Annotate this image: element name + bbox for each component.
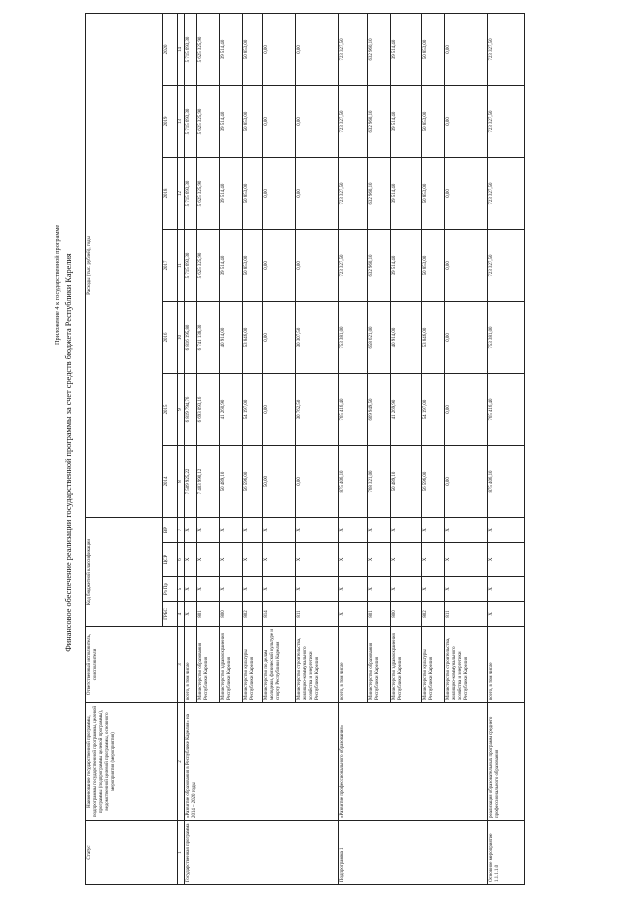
amount: 0,00 (263, 45, 269, 54)
value-cell-2018 (196, 158, 219, 230)
column-number: 14 (178, 13, 185, 85)
program-status: Государственная программа (184, 821, 338, 885)
value-cell-2014 (444, 446, 487, 518)
amount: 723 327,50 (488, 182, 494, 205)
value-cell-2020 (262, 13, 295, 85)
header-code-2: ЦСР (163, 543, 178, 577)
header-year-2020: 2020 (163, 13, 178, 85)
value-cell-2020 (184, 13, 196, 85)
value-cell-2018 (444, 158, 487, 230)
code-cell: 811 (295, 602, 338, 627)
value-cell-2016 (295, 302, 338, 374)
subprogram-status: Подпрограмма 1 (338, 821, 487, 885)
code-cell: Х (295, 518, 338, 543)
code-cell: Х (421, 518, 444, 543)
code-cell: Х (390, 518, 421, 543)
value-cell-2020 (487, 13, 524, 85)
column-number: 12 (178, 158, 185, 230)
value-cell-2019 (390, 86, 421, 158)
code-cell: Х (219, 543, 242, 577)
amount: 632 960,10 (368, 38, 374, 61)
executor-cell: Министерство образования Республики Карелия (196, 627, 219, 703)
column-number: 10 (178, 302, 185, 374)
amount: 765 416,40 (488, 398, 494, 421)
code-cell: Х (242, 577, 262, 602)
table-row (184, 13, 196, 884)
header-year-2016: 2016 (163, 302, 178, 374)
code-cell: Х (444, 543, 487, 577)
value-cell-2018 (421, 158, 444, 230)
value-cell-2016 (390, 302, 421, 374)
value-cell-2015 (262, 374, 295, 446)
code-cell: Х (262, 577, 295, 602)
amount: 54 197,00 (422, 399, 428, 420)
value-cell-2019 (262, 86, 295, 158)
value-cell-2020 (390, 13, 421, 85)
value-cell-2017 (262, 230, 295, 302)
amount: 768 321,00 (368, 470, 374, 493)
code-cell: Х (262, 543, 295, 577)
code-cell: Х (219, 577, 242, 602)
code-cell: 801 (367, 602, 390, 627)
executor-cell: Министерство здравоохранения Республики Карелия (219, 627, 242, 703)
value-cell-2016 (262, 302, 295, 374)
amount: 7 509 925,22 (185, 468, 191, 495)
code-cell: Х (295, 543, 338, 577)
amount: 0,00 (445, 117, 451, 126)
value-cell-2020 (242, 13, 262, 85)
amount: 632 960,10 (368, 110, 374, 133)
amount: 723 327,50 (339, 254, 345, 277)
code-cell: Х (196, 518, 219, 543)
code-cell: Х (390, 543, 421, 577)
amount: 0,00 (445, 477, 451, 486)
value-cell-2016 (242, 302, 262, 374)
value-cell-2017 (367, 230, 390, 302)
column-number: 9 (178, 374, 185, 446)
header-expenses: Расходы (тыс. рублей), годы (86, 13, 163, 517)
value-cell-2016 (338, 302, 367, 374)
value-cell-2017 (219, 230, 242, 302)
value-cell-2014 (421, 446, 444, 518)
subprogram-name: «Развитие профессионального образования» (338, 703, 487, 821)
code-cell: Х (242, 543, 262, 577)
value-cell-2018 (295, 158, 338, 230)
amount: 5 625 325,90 (197, 180, 203, 207)
value-cell-2014 (196, 446, 219, 518)
value-cell-2018 (487, 158, 524, 230)
table-row (338, 13, 367, 884)
amount: 39 514,40 (391, 111, 397, 132)
value-cell-2015 (196, 374, 219, 446)
executor-cell: Министерство строительства, жилищно-коммунального хозяйства и энергетики Республики Карелия (295, 627, 338, 703)
amount: 30 762,50 (296, 399, 302, 420)
column-number: 6 (178, 543, 185, 577)
code-cell: Х (262, 518, 295, 543)
code-cell: Х (219, 518, 242, 543)
amount: 723 327,50 (488, 254, 494, 277)
code-cell: 802 (421, 602, 444, 627)
code-cell: Х (184, 543, 196, 577)
code-cell: Х (421, 577, 444, 602)
value-cell-2016 (367, 302, 390, 374)
amount: 50,00 (263, 476, 269, 488)
value-cell-2016 (219, 302, 242, 374)
amount: 0,00 (263, 189, 269, 198)
amount: 40 914,00 (220, 327, 226, 348)
column-number: 2 (178, 703, 185, 821)
value-cell-2016 (487, 302, 524, 374)
column-number: 5 (178, 577, 185, 602)
value-cell-2014 (219, 446, 242, 518)
amount: 5 625 325,90 (197, 252, 203, 279)
amount: 50 853,00 (422, 111, 428, 132)
value-cell-2020 (338, 13, 367, 85)
amount: 0,00 (445, 261, 451, 270)
code-cell: Х (196, 543, 219, 577)
value-cell-2014 (242, 446, 262, 518)
code-cell: 800 (390, 602, 421, 627)
value-cell-2015 (184, 374, 196, 446)
amount: 632 960,10 (368, 254, 374, 277)
value-cell-2016 (444, 302, 487, 374)
document-title: Финансовое обеспечение реализации государственной программы за счет средств бюджета Республики Карелия (64, 253, 73, 652)
code-cell: Х (295, 577, 338, 602)
header-year-2017: 2017 (163, 230, 178, 302)
amount: 0,00 (296, 117, 302, 126)
value-cell-2020 (421, 13, 444, 85)
value-cell-2015 (295, 374, 338, 446)
value-cell-2017 (184, 230, 196, 302)
value-cell-2019 (338, 86, 367, 158)
value-cell-2017 (338, 230, 367, 302)
value-cell-2017 (390, 230, 421, 302)
amount: 753 381,00 (339, 326, 345, 349)
value-cell-2014 (184, 446, 196, 518)
value-cell-2019 (196, 86, 219, 158)
amount: 50 853,00 (243, 39, 249, 60)
code-cell: 801 (196, 602, 219, 627)
amount: 0,00 (263, 117, 269, 126)
value-cell-2018 (262, 158, 295, 230)
amount: 5 715 693,30 (185, 108, 191, 135)
value-cell-2015 (219, 374, 242, 446)
amount: 39 514,40 (220, 39, 226, 60)
value-cell-2017 (421, 230, 444, 302)
value-cell-2019 (421, 86, 444, 158)
value-cell-2014 (295, 446, 338, 518)
code-cell: Х (444, 518, 487, 543)
amount: 50 489,10 (220, 471, 226, 492)
value-cell-2019 (295, 86, 338, 158)
amount: 50 853,00 (243, 255, 249, 276)
amount: 39 514,40 (391, 255, 397, 276)
amount: 875 406,10 (488, 470, 494, 493)
amount: 0,00 (296, 261, 302, 270)
amount: 53 846,00 (422, 327, 428, 348)
amount: 669 949,50 (368, 398, 374, 421)
value-cell-2017 (196, 230, 219, 302)
amount: 50 853,00 (422, 183, 428, 204)
amount: 6 816 195,80 (185, 324, 191, 351)
value-cell-2018 (367, 158, 390, 230)
activity-name: реализация образовательных программ среднего профессионального образования (487, 703, 524, 821)
amount: 0,00 (263, 261, 269, 270)
value-cell-2016 (184, 302, 196, 374)
value-cell-2017 (295, 230, 338, 302)
column-number: 1 (178, 821, 185, 885)
amount: 753 381,00 (488, 326, 494, 349)
value-cell-2015 (487, 374, 524, 446)
value-cell-2018 (390, 158, 421, 230)
amount: 0,00 (445, 45, 451, 54)
amount: 0,00 (296, 45, 302, 54)
header-code-0: ГРБС (163, 602, 178, 627)
code-cell: Х (196, 577, 219, 602)
amount: 5 625 325,90 (197, 108, 203, 135)
amount: 632 960,10 (368, 182, 374, 205)
executor-cell: Министерство культуры Республики Карелия (421, 627, 444, 703)
column-number: 3 (178, 627, 185, 703)
column-number: 4 (178, 602, 185, 627)
header-row-numbers (178, 13, 185, 884)
header-status: Статус (86, 821, 178, 885)
value-cell-2019 (219, 86, 242, 158)
value-cell-2014 (487, 446, 524, 518)
executor-cell: всего, в том числе (487, 627, 524, 703)
column-number: 11 (178, 230, 185, 302)
amount: 658 621,00 (368, 326, 374, 349)
code-cell: Х (242, 518, 262, 543)
code-cell: Х (367, 518, 390, 543)
code-cell: 814 (262, 602, 295, 627)
table-row (487, 13, 524, 884)
amount: 39 514,40 (220, 255, 226, 276)
amount: 765 416,40 (339, 398, 345, 421)
header-executor: Ответственный исполнитель, соисполнители (86, 627, 178, 703)
amount: 50 853,00 (243, 111, 249, 132)
value-cell-2020 (367, 13, 390, 85)
code-cell: 800 (219, 602, 242, 627)
amount: 723 327,50 (339, 38, 345, 61)
value-cell-2020 (219, 13, 242, 85)
amount: 56 596,00 (422, 471, 428, 492)
header-code-1: Рз Пр (163, 577, 178, 602)
amount: 0,00 (263, 405, 269, 414)
executor-cell: Министерство культуры Республики Карелия (242, 627, 262, 703)
activity-status: Основное мероприятие 1.1.1.1.0 (487, 821, 524, 885)
amount: 30 307,50 (296, 327, 302, 348)
header-code-3: ВР (163, 518, 178, 543)
code-cell: Х (487, 577, 524, 602)
amount: 39 514,40 (220, 183, 226, 204)
value-cell-2019 (242, 86, 262, 158)
amount: 56 596,00 (243, 471, 249, 492)
code-cell: Х (444, 577, 487, 602)
amount: 53 846,00 (243, 327, 249, 348)
executor-cell: Министерство образования Республики Карелия (367, 627, 390, 703)
amount: 5 625 325,90 (197, 36, 203, 63)
amount: 7 403 990,12 (197, 468, 203, 495)
value-cell-2019 (444, 86, 487, 158)
value-cell-2019 (487, 86, 524, 158)
amount: 723 327,50 (488, 38, 494, 61)
amount: 723 327,50 (488, 110, 494, 133)
value-cell-2017 (444, 230, 487, 302)
code-cell: Х (487, 602, 524, 627)
value-cell-2017 (487, 230, 524, 302)
amount: 5 715 693,30 (185, 36, 191, 63)
amount: 39 514,40 (220, 111, 226, 132)
value-cell-2019 (367, 86, 390, 158)
amount: 5 715 693,30 (185, 180, 191, 207)
column-number: 8 (178, 446, 185, 518)
value-cell-2020 (444, 13, 487, 85)
value-cell-2016 (421, 302, 444, 374)
value-cell-2020 (196, 13, 219, 85)
amount: 723 327,50 (339, 110, 345, 133)
value-cell-2015 (390, 374, 421, 446)
code-cell: Х (184, 602, 196, 627)
value-cell-2020 (295, 13, 338, 85)
amount: 0,00 (445, 405, 451, 414)
column-number: 13 (178, 86, 185, 158)
code-cell: Х (367, 577, 390, 602)
header-year-2015: 2015 (163, 374, 178, 446)
amount: 39 514,40 (391, 39, 397, 60)
code-cell: Х (338, 577, 367, 602)
code-cell: Х (421, 543, 444, 577)
code-cell: Х (390, 577, 421, 602)
executor-cell: Министерство строительства, жилищно-коммунального хозяйства и энергетики Республики Карелия (444, 627, 487, 703)
value-cell-2015 (421, 374, 444, 446)
value-cell-2015 (444, 374, 487, 446)
amount: 40 914,00 (391, 327, 397, 348)
amount: 5 715 693,30 (185, 252, 191, 279)
header-name: Наименование государственной программы, подпрограммы государственной программы, целевой программы (подпрограммы целевой программы), ведомственной целевой программы, основного мероприятия (мероприятия) (86, 703, 178, 821)
code-cell: 802 (242, 602, 262, 627)
code-cell: 811 (444, 602, 487, 627)
amount: 6 741 138,30 (197, 324, 203, 351)
amount: 875 406,10 (339, 470, 345, 493)
code-cell: Х (487, 543, 524, 577)
executor-cell: Министерство здравоохранения Республики Карелия (390, 627, 421, 703)
amount: 6 819 794,76 (185, 396, 191, 423)
amount: 50 489,10 (391, 471, 397, 492)
value-cell-2018 (184, 158, 196, 230)
amount: 0,00 (296, 477, 302, 486)
amount: 0,00 (296, 189, 302, 198)
appendix-note: Приложение 4 к государственной программе (54, 224, 61, 345)
value-cell-2014 (367, 446, 390, 518)
code-cell: Х (367, 543, 390, 577)
executor-cell: Министерство по делам молодежи, физической культуре и спорту Республики Карелия (262, 627, 295, 703)
code-cell: Х (338, 602, 367, 627)
amount: 6 693 093,16 (197, 396, 203, 423)
program-name: «Развитие образования в Республике Карелия» на 2014 – 2020 годы (184, 703, 338, 821)
header-year-2019: 2019 (163, 86, 178, 158)
value-cell-2019 (184, 86, 196, 158)
value-cell-2015 (338, 374, 367, 446)
value-cell-2015 (242, 374, 262, 446)
value-cell-2018 (219, 158, 242, 230)
header-year-2014: 2014 (163, 446, 178, 518)
amount: 0,00 (263, 333, 269, 342)
value-cell-2014 (338, 446, 367, 518)
value-cell-2017 (242, 230, 262, 302)
value-cell-2014 (262, 446, 295, 518)
amount: 723 327,50 (339, 182, 345, 205)
code-cell: Х (184, 577, 196, 602)
amount: 0,00 (445, 189, 451, 198)
amount: 41 269,90 (391, 399, 397, 420)
executor-cell: всего, в том числе (338, 627, 367, 703)
header-budget-code: Код бюджетной классификации (86, 518, 163, 627)
amount: 50 853,00 (422, 255, 428, 276)
value-cell-2018 (338, 158, 367, 230)
value-cell-2016 (196, 302, 219, 374)
code-cell: Х (338, 543, 367, 577)
finance-table (85, 13, 525, 885)
amount: 39 514,40 (391, 183, 397, 204)
executor-cell: всего, в том числе (184, 627, 196, 703)
code-cell: Х (184, 518, 196, 543)
amount: 54 197,00 (243, 399, 249, 420)
table-body (184, 13, 524, 884)
value-cell-2014 (390, 446, 421, 518)
amount: 41 260,90 (220, 399, 226, 420)
amount: 0,00 (445, 333, 451, 342)
amount: 50 853,00 (422, 39, 428, 60)
value-cell-2018 (242, 158, 262, 230)
column-number: 7 (178, 518, 185, 543)
code-cell: Х (338, 518, 367, 543)
value-cell-2015 (367, 374, 390, 446)
code-cell: Х (487, 518, 524, 543)
header-year-2018: 2018 (163, 158, 178, 230)
amount: 50 853,00 (243, 183, 249, 204)
